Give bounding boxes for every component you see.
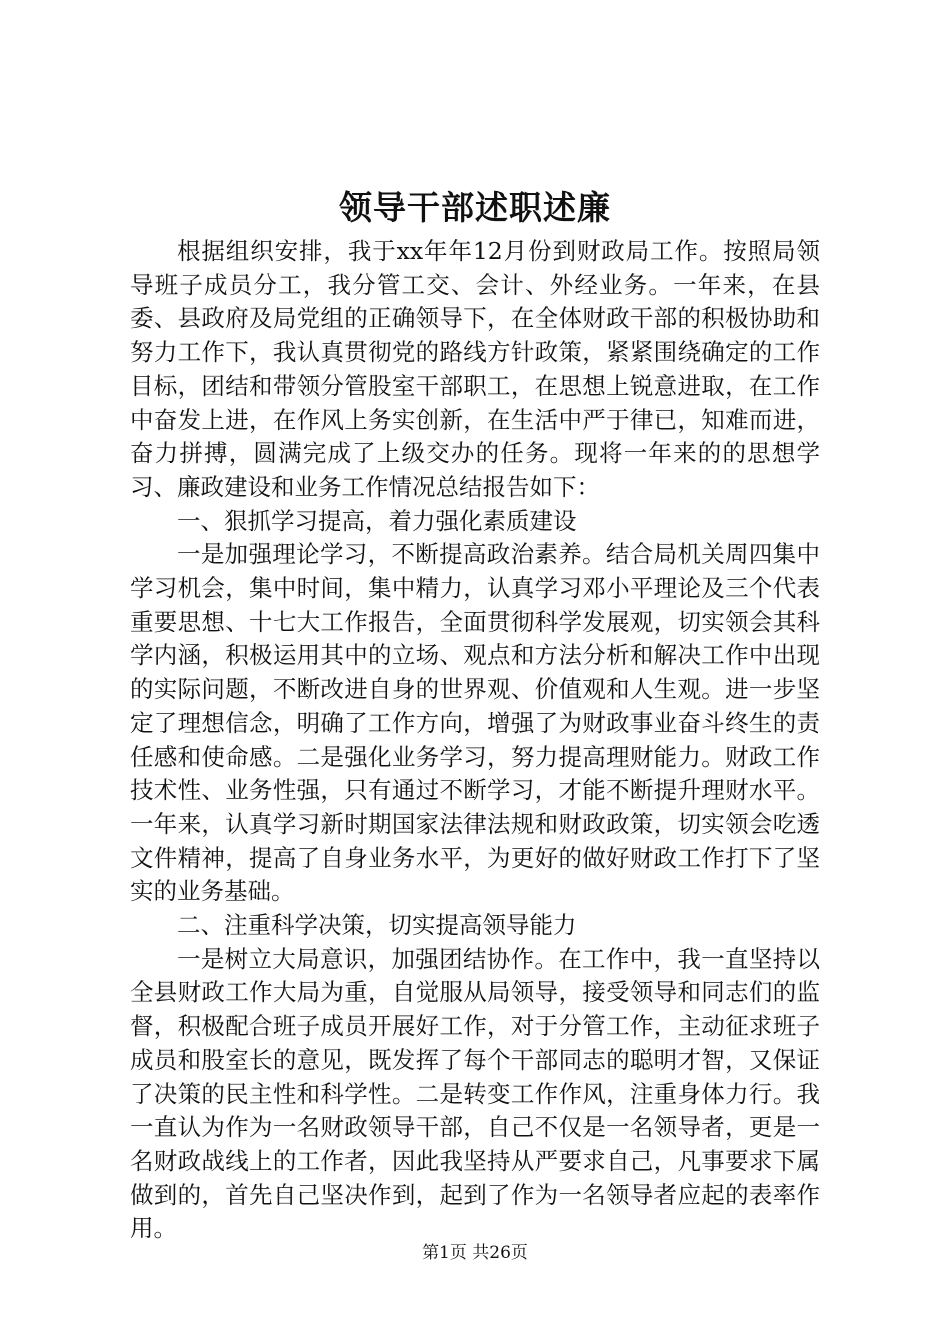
paragraph-section-2: 一是树立大局意识，加强团结协作。在工作中，我一直坚持以全县财政工作大局为重，自觉服从局领导，接受领导和同志们的监督，积极配合班子成员开展好工作，对于分管工作，主动征求班子成员和股室长的意见，既发挥了每个干部同志的聪明才智，又保证了决策的民主性和科学性。二是转变工作作风，注重身体力行。我一直认为作为一名财政领导干部，自己不仅是一名领导者，更是一名财政战线上的工作者，因此我坚持从严要求自己，凡事要求下属做到的，首先自己坚决作到，起到了作为一名领导者应起的表率作用。: [130, 944, 820, 1243]
section-heading-1: 一、狠抓学习提高，着力强化素质建设: [177, 506, 577, 535]
document-title: 领导干部述职述廉: [339, 188, 611, 227]
page-number-footer: 第1页 共26页: [422, 1243, 528, 1263]
section-heading-2: 二、注重科学决策，切实提高领导能力: [177, 911, 577, 940]
paragraph-intro: 根据组织安排，我于xx年年12月份到财政局工作。按照局领导班子成员分工，我分管工交、会计、外经业务。一年来，在县委、县政府及局党组的正确领导下，在全体财政干部的积极协助和努力工作下，我认真贯彻党的路线方针政策，紧紧围绕确定的工作目标，团结和带领分管股室干部职工，在思想上锐意进取，在工作中奋发上进，在作风上务实创新，在生活中严于律已，知难而进，奋力拼搏，圆满完成了上级交办的任务。现将一年来的的思想学习、廉政建设和业务工作情况总结报告如下：: [130, 237, 820, 501]
document-body: [130, 235, 820, 1246]
paragraph-section-1: 一是加强理论学习，不断提高政治素养。结合局机关周四集中学习机会，集中时间，集中精力，认真学习邓小平理论及三个代表重要思想、十七大工作报告，全面贯彻科学发展观，切实领会其科学内涵，积极运用其中的立场、观点和方法分析和解决工作中出现的实际问题，不断改进自身的世界观、价值观和人生观。进一步坚定了理想信念，明确了工作方向，增强了为财政事业奋斗终生的责任感和使命感。二是强化业务学习，努力提高理财能力。财政工作技术性、业务性强，只有通过不断学习，才能不断提升理财水平。一年来，认真学习新时期国家法律法规和财政政策，切实领会吃透文件精神，提高了自身业务水平，为更好的做好财政工作打下了坚实的业务基础。: [130, 540, 820, 906]
